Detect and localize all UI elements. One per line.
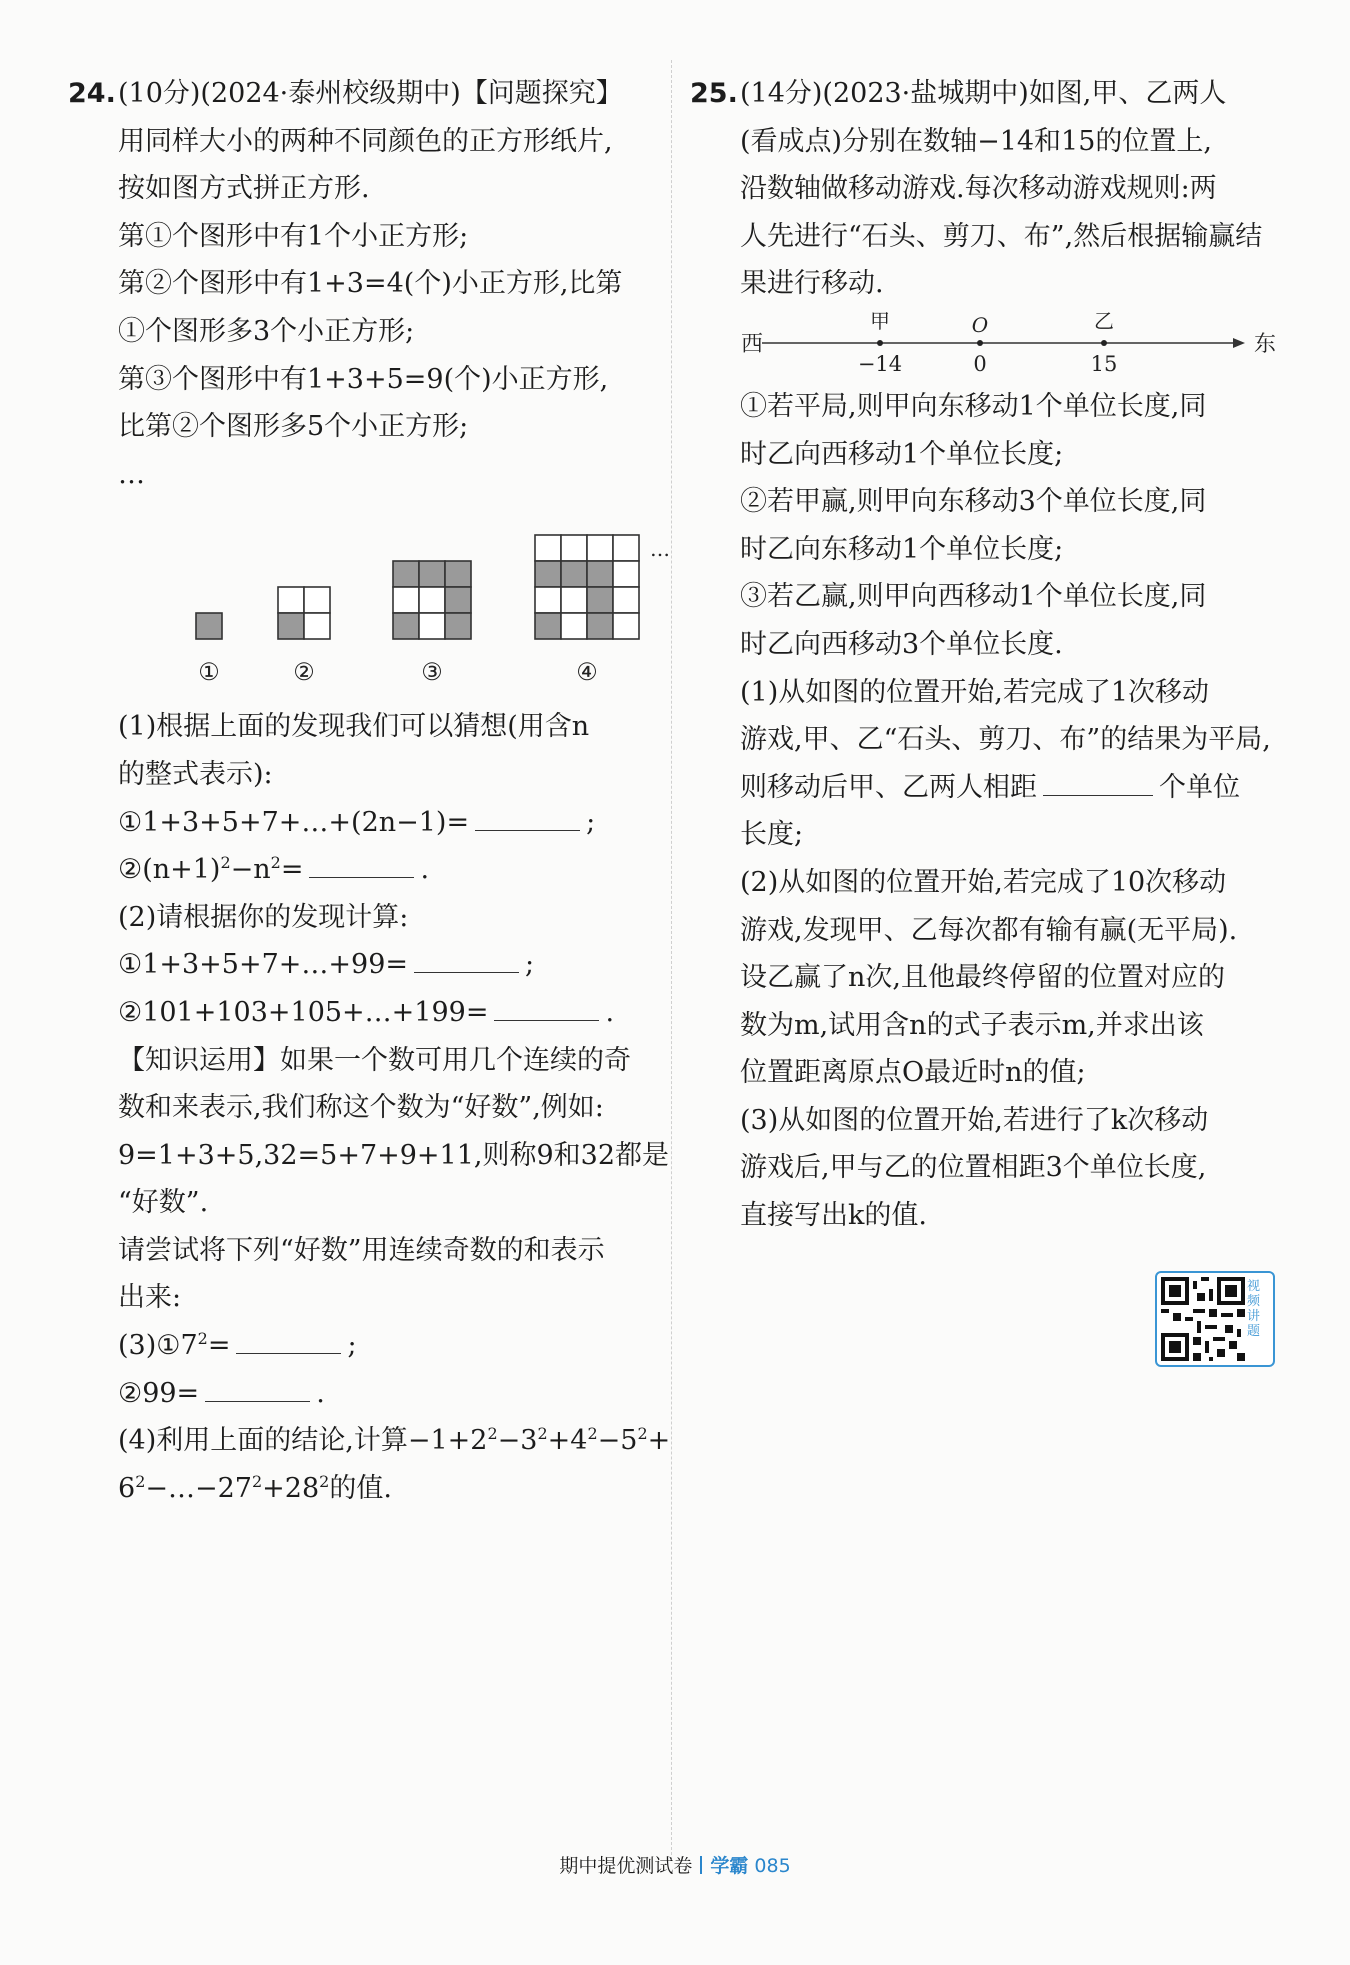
q24-p2-intro: (2)请根据你的发现计算: xyxy=(118,901,409,933)
q25-p3-3: 直接写出k的值. xyxy=(740,1200,927,1232)
q25-rule-2b: 时乙向东移动1个单位长度; xyxy=(740,533,1064,565)
q24-knowledge-6: 出来: xyxy=(118,1282,182,1314)
q24-line-1: 24.(10分)(2024·泰州校级期中)【问题探究】 xyxy=(68,70,658,118)
q24-p1-intro-a: (1)根据上面的发现我们可以猜想(用含n xyxy=(118,711,590,743)
point-origin-value: 0 xyxy=(973,351,987,376)
q25-p1-b: 游戏,甲、乙“石头、剪刀、布”的结果为平局, xyxy=(740,724,1271,756)
question-24 xyxy=(68,70,671,1512)
q25-p2-2: 游戏,发现甲、乙每次都有输有赢(无平局). xyxy=(740,914,1238,946)
q25-p2-4: 数为m,试用含n的式子表示m,并求出该 xyxy=(740,1009,1204,1041)
square-pattern-figure xyxy=(118,498,670,703)
answer-blank xyxy=(309,851,414,878)
point-origin xyxy=(977,340,983,346)
q24-p2-ii: ②101+103+105+…+199= . xyxy=(68,989,658,1037)
fig1-label: ① xyxy=(198,658,220,687)
footer-title: 期中提优测试卷 xyxy=(559,1855,693,1877)
fig1-square xyxy=(196,613,222,639)
page-footer xyxy=(0,1851,1350,1878)
fig2-grid xyxy=(278,587,330,639)
fig2-label: ② xyxy=(293,658,315,687)
q25-p3-1: (3)从如图的位置开始,若进行了k次移动 xyxy=(740,1104,1209,1136)
q24-p2-i: ①1+3+5+7+…+99= ; xyxy=(68,941,658,989)
q25-p1-c: 则移动后甲、乙两人相距 个单位 xyxy=(690,764,1280,812)
q24-knowledge-4: “好数”. xyxy=(118,1187,209,1219)
square-pattern-svg xyxy=(118,498,670,703)
number-line-svg xyxy=(690,308,1280,383)
q25-line-3: 沿数轴做移动游戏.每次移动游戏规则:两 xyxy=(740,173,1217,205)
east-label: 东 xyxy=(1253,331,1277,357)
q24-line-8: 比第②个图形多5个小正方形; xyxy=(118,411,469,443)
point-jia xyxy=(877,340,883,346)
q24-p1-ii: $②(n+1)^2-n^2=$ . xyxy=(118,853,430,886)
q25-rule-3b: 时乙向西移动3个单位长度. xyxy=(740,628,1063,660)
q25-p2-1: (2)从如图的位置开始,若完成了10次移动 xyxy=(740,866,1227,898)
q24-knowledge-3: 9=1+3+5,32=5+7+9+11,则称9和32都是 xyxy=(118,1139,670,1171)
q24-line-4: 第①个图形中有1个小正方形; xyxy=(118,220,469,252)
q24-p1-intro-b: 的整式表示): xyxy=(118,758,273,790)
point-origin-name: O xyxy=(971,312,989,337)
answer-blank xyxy=(1043,769,1153,796)
video-qr-code[interactable] xyxy=(1155,1271,1275,1367)
q24-line-5: 第②个图形中有1+3=4(个)小正方形,比第 xyxy=(118,268,623,300)
footer-separator xyxy=(700,1856,702,1874)
arrow-right-icon xyxy=(1233,338,1245,348)
q25-rule-1b: 时乙向西移动1个单位长度; xyxy=(740,438,1064,470)
q25-line-1: 25.(14分)(2023·盐城期中)如图,甲、乙两人 xyxy=(690,70,1280,118)
q24-knowledge-1: 【知识运用】如果一个数可用几个连续的奇 xyxy=(118,1044,631,1076)
footer-brand: 学霸 xyxy=(710,1855,749,1877)
fig3-label: ③ xyxy=(421,658,443,687)
point-yi-value: 15 xyxy=(1090,351,1118,376)
q24-line-2: 用同样大小的两种不同颜色的正方形纸片, xyxy=(118,125,613,157)
point-yi-name: 乙 xyxy=(1094,308,1114,333)
q25-rule-3a: ③若乙赢,则甲向西移动1个单位长度,同 xyxy=(740,581,1207,613)
q24-knowledge-2: 数和来表示,我们称这个数为“好数”,例如: xyxy=(118,1092,604,1124)
answer-blank xyxy=(414,946,519,973)
q24-line-6: ①个图形多3个小正方形; xyxy=(118,315,415,347)
answer-blank xyxy=(236,1327,341,1354)
q24-p4-a: (4)利用上面的结论,计算$-1+2^2-3^2+4^2-5^2+$ xyxy=(118,1424,671,1457)
q24-p4-b: $6^2-\dots-27^2+28^2$的值. xyxy=(118,1471,392,1504)
q25-line-4: 人先进行“石头、剪刀、布”,然后根据输赢结 xyxy=(740,220,1263,252)
q25-rule-1a: ①若平局,则甲向东移动1个单位长度,同 xyxy=(740,390,1207,422)
q24-p3-i: $(3)①7^2=$ ; xyxy=(118,1329,357,1362)
q25-rule-2a: ②若甲赢,则甲向东移动3个单位长度,同 xyxy=(740,486,1207,518)
point-yi xyxy=(1101,340,1107,346)
q24-line-9: … xyxy=(118,458,145,490)
question-25 xyxy=(690,70,1280,1240)
q25-p1-d: 长度; xyxy=(740,819,804,851)
point-jia-value: −14 xyxy=(857,351,903,376)
q25-line-2: (看成点)分别在数轴−14和15的位置上, xyxy=(740,125,1212,157)
point-jia-name: 甲 xyxy=(870,308,890,333)
q24-p1-i: ①1+3+5+7+…+(2n−1)= ; xyxy=(68,799,658,847)
q24-p3-ii: ②99= . xyxy=(68,1370,658,1418)
q24-number: 24. xyxy=(68,78,116,109)
west-label: 西 xyxy=(740,331,764,357)
answer-blank xyxy=(494,994,599,1021)
column-divider xyxy=(671,60,672,1860)
page-number: 085 xyxy=(754,1855,791,1877)
q24-line-3: 按如图方式拼正方形. xyxy=(118,173,370,205)
q25-p2-5: 位置距离原点O最近时n的值; xyxy=(740,1057,1086,1089)
q25-p2-3: 设乙赢了n次,且他最终停留的位置对应的 xyxy=(740,962,1225,994)
fig-ellipsis: … xyxy=(650,537,670,562)
q24-line-7: 第③个图形中有1+3+5=9(个)小正方形, xyxy=(118,363,609,395)
q25-p1-a: (1)从如图的位置开始,若完成了1次移动 xyxy=(740,676,1210,708)
fig3-grid xyxy=(393,561,471,639)
q25-line-5: 果进行移动. xyxy=(740,268,884,300)
q25-p3-2: 游戏后,甲与乙的位置相距3个单位长度, xyxy=(740,1152,1207,1184)
qr-label: 视频讲题 xyxy=(1247,1279,1261,1339)
answer-blank xyxy=(475,804,580,831)
answer-blank xyxy=(205,1375,310,1402)
fig4-grid xyxy=(535,535,639,639)
qr-code-icon xyxy=(1161,1277,1245,1361)
number-line-figure xyxy=(690,308,1280,383)
fig4-label: ④ xyxy=(576,658,598,687)
q24-knowledge-5: 请尝试将下列“好数”用连续奇数的和表示 xyxy=(118,1234,605,1266)
q25-number: 25. xyxy=(690,78,738,109)
